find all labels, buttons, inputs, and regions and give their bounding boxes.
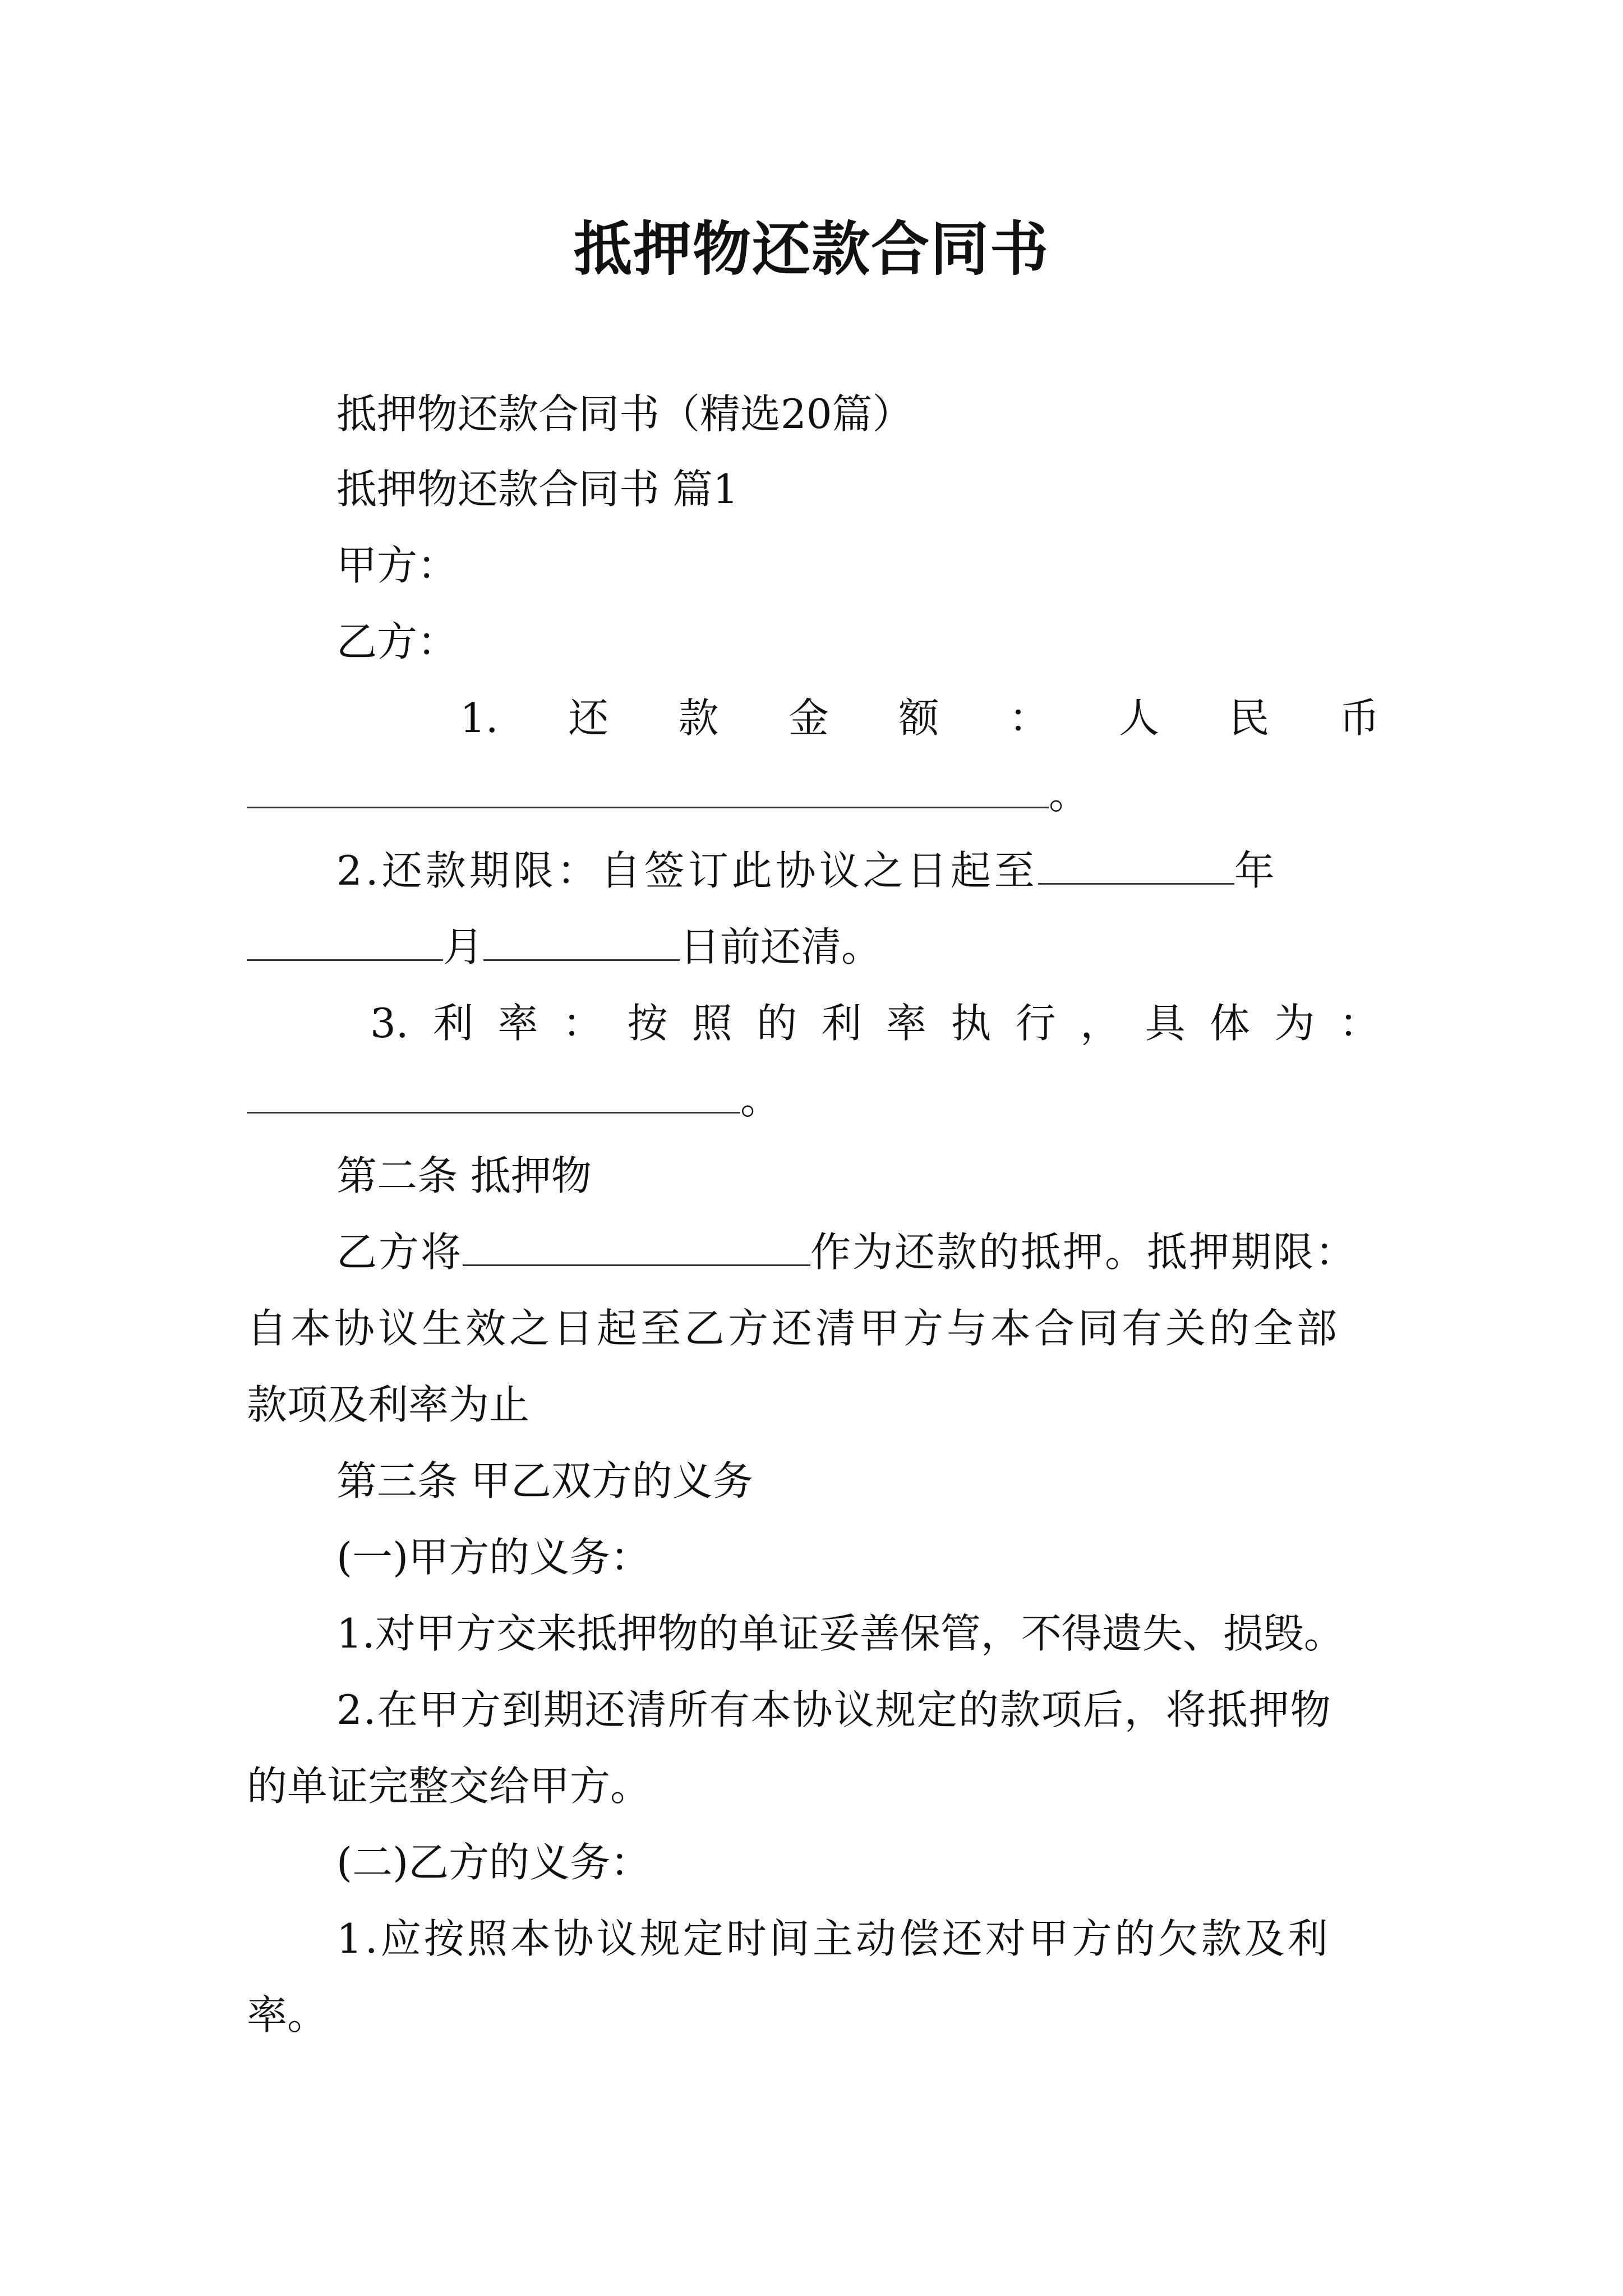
article2-heading: 第二条 抵押物: [336, 1152, 592, 1199]
item1-char: 款: [678, 694, 719, 742]
a-duty-2-line1: 2.在甲方到期还清所有本协议规定的款项后，将抵押物: [336, 1686, 1332, 1733]
item3-blank-line: [247, 1071, 1380, 1128]
item1-char: 金: [788, 694, 829, 742]
item2-line: [336, 843, 1380, 899]
item1-char: 额: [898, 694, 939, 742]
month-blank: [247, 920, 443, 961]
party-a-duties-heading: (一)甲方的义务：: [336, 1534, 651, 1581]
article2-p2: 自本协议生效之日起至乙方还清甲方与本合同有关的全部: [247, 1305, 1341, 1352]
article3-heading: 第三条 甲乙双方的义务: [336, 1457, 753, 1504]
b-duty-1-line2: 率。: [247, 1991, 328, 2039]
item3-char: 的: [757, 1000, 797, 1047]
section-heading: 抵押物还款合同书 篇1: [336, 466, 739, 513]
item3-char: 按: [627, 1000, 668, 1047]
item2-line2: [247, 919, 1380, 975]
item2-text: 2.还款期限：自签订此协议之日起至: [336, 847, 1038, 894]
day-blank: [483, 920, 680, 961]
item1-char: 1.: [460, 694, 499, 742]
item1-char: 人: [1119, 694, 1160, 742]
item3-char: ，: [1080, 1000, 1121, 1047]
item3-char: 执: [951, 1000, 992, 1047]
amount-blank: [247, 767, 1049, 808]
item3-char: 率: [497, 1000, 538, 1047]
a-duty-1: 1.对甲方交来抵押物的单证妥善保管，不得遗失、损毁。: [336, 1610, 1344, 1657]
item3-char: 为: [1274, 1000, 1315, 1047]
party-b-label: 乙方：: [336, 618, 458, 665]
subtitle: 抵押物还款合同书（精选20篇）: [336, 390, 913, 438]
item3-char: 具: [1145, 1000, 1186, 1047]
article2-p1-start: 乙方将: [336, 1228, 463, 1276]
item3-char: 行: [1015, 1000, 1056, 1047]
article2-p1: [336, 1224, 1402, 1280]
item1-blank-line: [247, 766, 1380, 822]
party-b-duties-heading: (二)乙方的义务：: [336, 1839, 651, 1886]
item3-char: ：: [562, 1000, 603, 1047]
item2-month: 月: [443, 923, 484, 970]
item3-char: ：: [1339, 1000, 1380, 1047]
party-a-label: 甲方：: [336, 542, 458, 589]
item3-char: 率: [886, 1000, 926, 1047]
item3-line: [370, 995, 1380, 1051]
item1-char: 民: [1229, 694, 1270, 742]
article2-p3: 款项及利率为止: [247, 1381, 530, 1428]
item1-char: ：: [1008, 694, 1049, 742]
rate-blank: [247, 1073, 740, 1114]
b-duty-1-line1: 1.应按照本协议规定时间主动偿还对甲方的欠款及利: [336, 1915, 1331, 1962]
document-title: 抵押物还款合同书: [573, 214, 1049, 283]
item3-end: 。: [740, 1076, 781, 1123]
item2-day-end: 日前还清。: [680, 923, 882, 970]
item2-year: 年: [1234, 847, 1278, 894]
collateral-blank: [463, 1225, 810, 1266]
item3-char: 体: [1209, 1000, 1250, 1047]
item3-char: 利: [821, 1000, 862, 1047]
item3-char: 3.: [370, 1000, 409, 1047]
item1-end: 。: [1049, 771, 1090, 818]
a-duty-2-line2: 的单证完整交给甲方。: [247, 1763, 651, 1810]
item1-line: [460, 690, 1380, 746]
item1-char: 币: [1339, 694, 1380, 742]
item3-char: 照: [691, 1000, 732, 1047]
article2-p1-end: 作为还款的抵押。抵押期限：: [810, 1228, 1358, 1276]
item1-char: 还: [568, 694, 609, 742]
year-blank: [1038, 844, 1234, 885]
item3-char: 利: [433, 1000, 474, 1047]
